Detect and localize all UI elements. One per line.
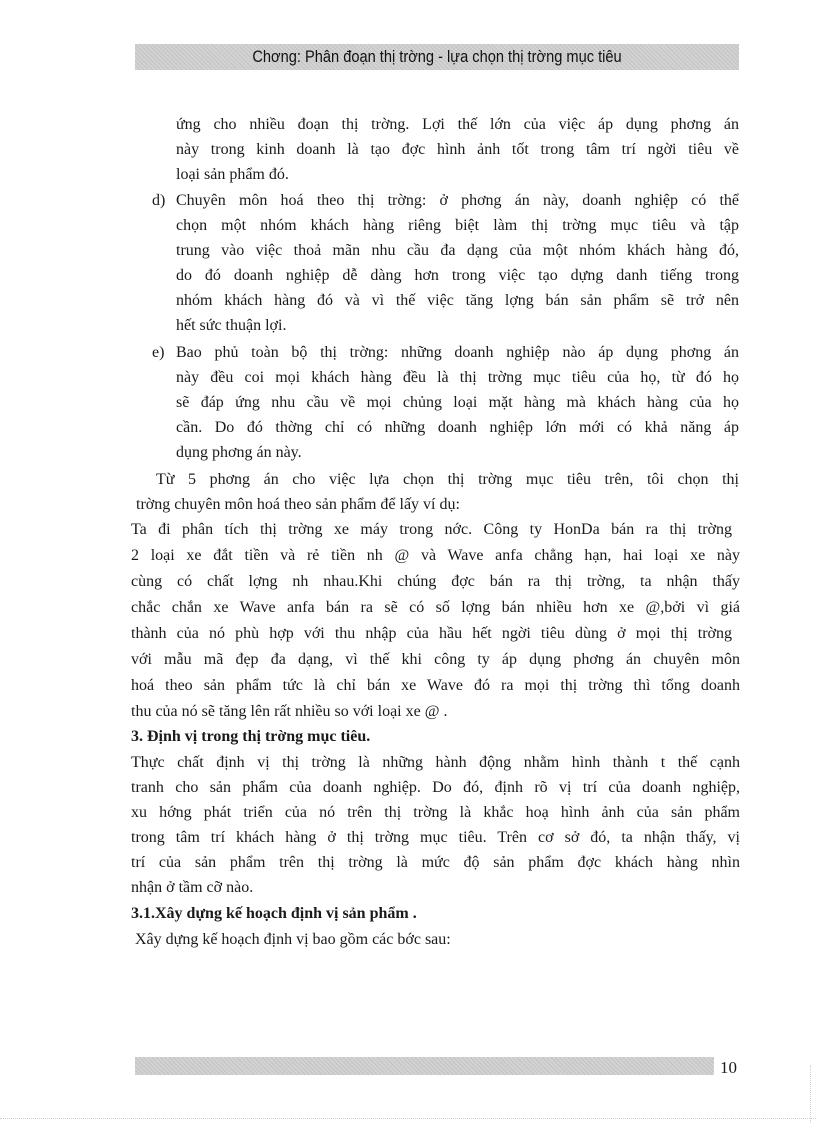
list-item-line: dụng phơng án này. xyxy=(176,444,302,461)
list-item-line: này đều coi mọi khách hàng đều là thị trờng mục tiêu của họ, từ đó họ xyxy=(176,369,739,386)
list-item-line: sẽ đáp ứng nhu cầu về mọi chủng loại mặt hàng mà khách hàng của họ xyxy=(176,394,739,411)
paragraph-line: ứng cho nhiều đoạn thị trờng. Lợi thế lớn của việc áp dụng phơng án xyxy=(176,116,739,133)
page-edge-divider xyxy=(0,1118,816,1119)
paragraph-line: chắc chắn xe Wave anfa bán ra sẽ có số lợng bán nhiều hơn xe @,bởi vì giá xyxy=(131,599,740,616)
paragraph-line: loại sản phẩm đó. xyxy=(176,166,289,183)
paragraph-line: 2 loại xe đắt tiền và rẻ tiền nh @ và Wave anfa chẳng hạn, hai loại xe này xyxy=(131,547,740,564)
list-item-line: Chuyên môn hoá theo thị trờng: ở phơng án này, doanh nghiệp có thể xyxy=(176,192,739,209)
paragraph-line: này trong kinh doanh là tạo đợc hình ảnh tốt trong tâm trí ngời tiêu về xyxy=(176,141,739,158)
list-item-line: cần. Do đó thờng chỉ có những doanh nghiệp lớn mới có khả năng áp xyxy=(176,419,739,436)
section-heading: 3. Định vị trong thị trờng mục tiêu. xyxy=(131,728,371,745)
paragraph-line: xu hớng phát triển của nó trên thị trờng là khắc hoạ hình ảnh của sản phẩm xyxy=(131,804,740,821)
list-label-d: d) xyxy=(152,192,166,209)
paragraph-line: với mẫu mã đẹp đa dạng, vì thế khi công ty áp dụng phơng án chuyên môn xyxy=(131,651,740,668)
paragraph-line: Ta đi phân tích thị trờng xe máy trong nớc. Công ty HonDa bán ra thị trờng xyxy=(131,521,732,538)
list-item-line: do đó doanh nghiệp dễ dàng hơn trong việc tạo dựng danh tiếng trong xyxy=(176,267,739,284)
paragraph-line: trí của sản phẩm trên thị trờng là mức độ sản phẩm đợc khách hàng nhìn xyxy=(131,854,740,871)
page-header xyxy=(135,44,739,70)
paragraph-line: tranh cho sản phẩm của doanh nghiệp. Do đó, định rõ vị trí của doanh nghiệp, xyxy=(131,779,740,796)
paragraph-line: Xây dựng kế hoạch định vị bao gồm các bớc sau: xyxy=(135,931,451,948)
paragraph-line: thu của nó sẽ tăng lên rất nhiều so với loại xe @ . xyxy=(131,703,448,720)
list-item-line: trung vào việc thoả mãn nhu cầu đa dạng của một nhóm khách hàng đó, xyxy=(176,242,739,259)
page-edge-divider-vertical xyxy=(810,1065,811,1123)
list-item-line: chọn một nhóm khách hàng riêng biệt làm thị trờng mục tiêu và tập xyxy=(176,217,739,234)
list-item-line: hết sức thuận lợi. xyxy=(176,317,287,334)
list-item-line: Bao phủ toàn bộ thị trờng: những doanh nghiệp nào áp dụng phơng án xyxy=(176,344,739,361)
subsection-heading: 3.1.Xây dựng kế hoạch định vị sản phẩm . xyxy=(131,905,417,922)
list-item-line: nhóm khách hàng đó và vì thế việc tăng lợng bán sản phẩm sẽ trở nên xyxy=(176,292,739,309)
paragraph-line: cùng có chất lợng nh nhau.Khi chúng đợc bán ra thị trờng, ta nhận thấy xyxy=(131,573,740,590)
page-number: 10 xyxy=(720,1058,737,1077)
paragraph-line: nhận ở tầm cỡ nào. xyxy=(131,879,254,896)
paragraph-line: hoá theo sản phẩm tức là chỉ bán xe Wave đó ra mọi thị trờng thì tổng doanh xyxy=(131,677,740,694)
paragraph-line: trong tâm trí khách hàng ở thị trờng mục tiêu. Trên cơ sở đó, ta nhận thấy, vị xyxy=(131,829,740,846)
paragraph-line: Thực chất định vị thị trờng là những hành động nhằm hình thành t thế cạnh xyxy=(131,754,740,771)
page-footer-bar xyxy=(135,1057,714,1075)
list-label-e: e) xyxy=(152,344,165,361)
paragraph-line: Từ 5 phơng án cho việc lựa chọn thị trờng mục tiêu trên, tôi chọn thị xyxy=(156,471,739,488)
header-title: Chơng: Phân đoạn thị trờng - lựa chọn thị trờng mục tiêu xyxy=(252,47,622,66)
paragraph-line: thành của nó phù hợp với thu nhập của hầu hết ngời tiêu dùng ở mọi thị trờng xyxy=(131,625,732,642)
paragraph-line: trờng chuyên môn hoá theo sản phẩm để lấy ví dụ: xyxy=(136,496,460,513)
